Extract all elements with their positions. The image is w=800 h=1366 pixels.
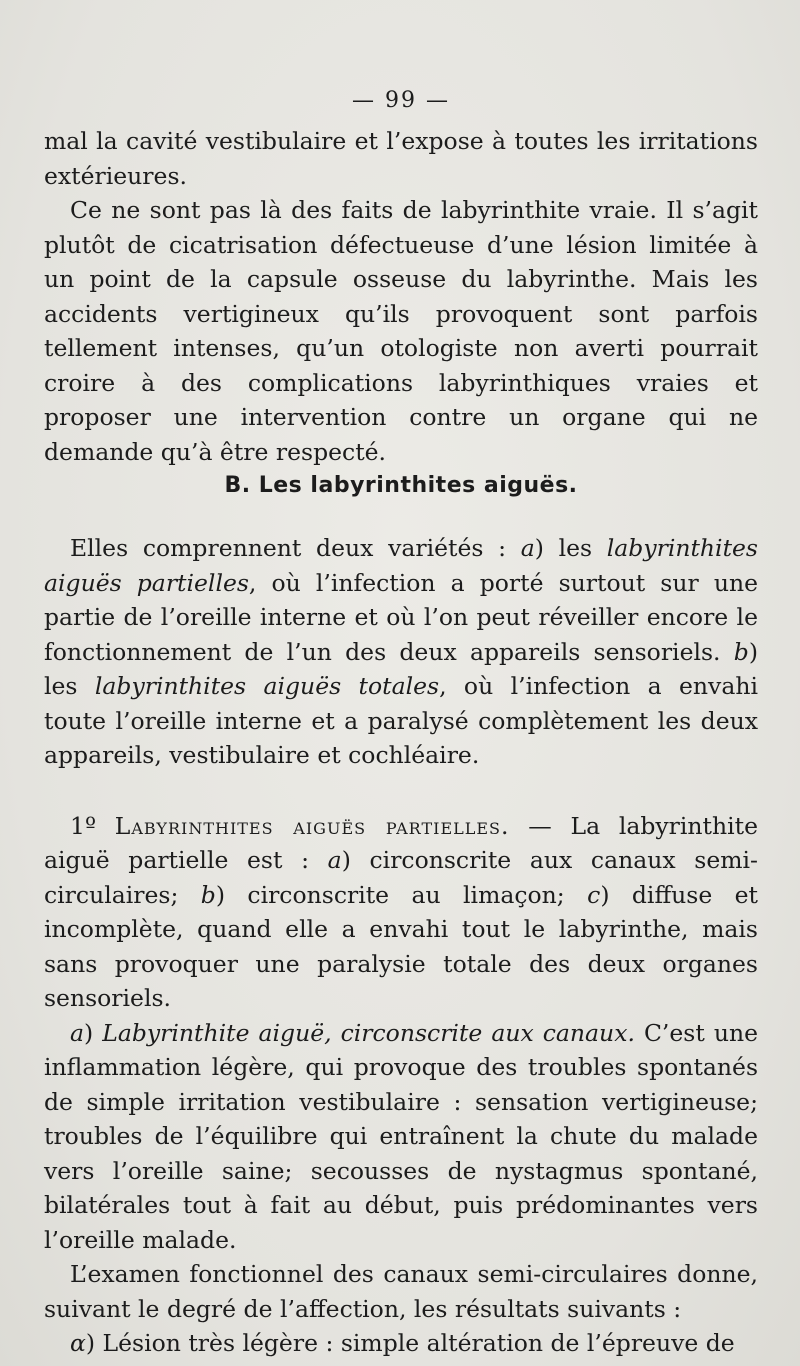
text: C’est une inflammation légère, qui provoque des troubles spontanés de simple irritation vestibulaire : sensation vertigineuse; troubles de l’équilibre qui entraînent la chute du malade vers l’oreille saine; secousses de nystagmus spontané, bilatérales tout à fait au début, puis prédominantes vers l’oreille malade. [44, 1018, 759, 1254]
page-number: — 99 — [352, 88, 450, 113]
text: Elles comprennent deux variétés : [70, 534, 521, 562]
paragraph-labyrinthite-vraie: Ce ne sont pas là des faits de labyrinthite vraie. Il s’agit plutôt de cicatrisation défectueuse d’une lésion limitée à un point de la capsule osseuse du labyrinthe. Mais les accidents vertigineux qu’ils provoquent sont parfois tellement intenses, qu’un otologiste non averti pourrait croire à des complications labyrinthiques vraies et proposer une intervention contre un organe qui ne demande qu’à être respecté. [44, 196, 758, 466]
subsection-title: Labyrinthites aiguës partielles. [114, 811, 510, 840]
text: ) diffuse et incomplète, quand elle a envahi tout le labyrinthe, mais sans provoquer une paralysie totale des deux organes sensoriels. [44, 880, 758, 1012]
paragraph-circonscrite-canaux [44, 1016, 758, 1258]
text: ) circonscrite aux canaux semi-circulaires; [44, 846, 758, 909]
text: ) les [44, 637, 758, 700]
enum-a: a [70, 1018, 85, 1047]
text: ) Lésion très légère : simple altération de l’épreuve de [85, 1329, 735, 1357]
text: , où l’infection a porté surtout sur une partie de l’oreille interne et où l’on peut réveiller encore le fonctionnement de l’un des deux appareils sensoriels. [44, 568, 758, 666]
text: , où l’infection a envahi toute l’oreille interne et a paralysé complètement les deux appareils, vestibulaire et cochléaire. [44, 672, 758, 769]
enum-c: c [587, 880, 601, 909]
enum-b: b [733, 637, 749, 666]
enum-a: a [520, 534, 535, 562]
enum-b: b [200, 880, 216, 909]
paragraph-examen: L’examen fonctionnel des canaux semi-circulaires donne, suivant le degré de l’affection, les résultats suivants : [44, 1260, 758, 1323]
term-circonscrite: Labyrinthite aiguë, circonscrite aux canaux. [102, 1018, 635, 1047]
section-heading: B. Les labyrinthites aiguës. [224, 473, 578, 498]
paragraph-continued: mal la cavité vestibulaire et l’expose à toutes les irritations extérieures. [44, 127, 758, 190]
text: ) les [534, 534, 607, 562]
paragraph-lesion [44, 1326, 758, 1361]
enum-a: a [327, 846, 342, 874]
text: — La labyrinthite aiguë partielle est : [44, 811, 758, 874]
enum-alpha: α [70, 1329, 86, 1357]
text: ) circonscrite au limaçon; [215, 880, 588, 909]
term-partial: labyrinthites aiguës partielles [44, 534, 758, 597]
section-number: 1º [70, 811, 115, 840]
paragraph-varieties [44, 531, 758, 773]
term-total: labyrinthites aiguës totales [94, 672, 440, 700]
paragraph-partial-definition [44, 809, 758, 1016]
text: ) [84, 1018, 103, 1047]
